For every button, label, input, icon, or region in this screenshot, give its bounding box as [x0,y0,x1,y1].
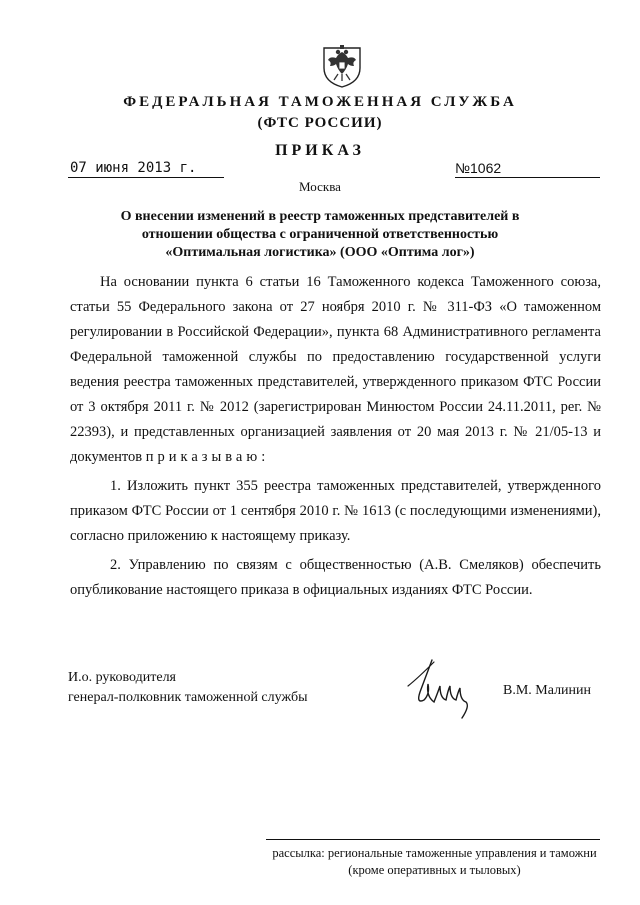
agency-name: ФЕДЕРАЛЬНАЯ ТАМОЖЕННАЯ СЛУЖБА [123,94,517,110]
order-item-1: 1. Изложить пункт 355 реестра таможенных представителей, утвержденного приказом ФТС России от 1 сентября 2010 г. № 1613 (с последующими изменениями), согласно приложению к настоящему приказу. [70,478,601,544]
distribution-line-2: (кроме оперативных и тыловых) [348,863,521,877]
subject-line-2: отношении общества с ограниченной ответственностью [141,227,499,242]
signatory-title-line-2: генерал-полковник таможенной службы [68,690,308,705]
signatory-name: В.М. Малинин [503,683,592,698]
order-city: Москва [299,179,341,194]
coat-of-arms-icon [320,40,364,88]
order-word: приказываю: [145,449,270,465]
distribution-line-1: рассылка: региональные таможенные управления и таможни [272,846,597,860]
distribution-list [262,845,607,879]
subject-line-3: «Оптимальная логистика» (ООО «Оптима лог») [165,245,475,260]
distribution-divider [266,839,600,840]
handwritten-signature [398,656,478,726]
agency-short-name: (ФТС РОССИИ) [257,115,383,131]
document-type: ПРИКАЗ [275,142,365,159]
subject-line-1: О внесении изменений в реестр таможенных представителей в [120,209,520,224]
signatory-title-line-1: И.о. руководителя [68,670,177,685]
preamble-text: На основании пункта 6 статьи 16 Таможенного кодекса Таможенного союза, статьи 55 Федерального закона от 27 ноября 2010 г. № 311-ФЗ «О таможенном регулировании в Российской Федерации», пункта 68 Административного регламента Федеральной таможенной службы по предоставлению государственной услуги ведения реестра таможенных представителей, утвержденного приказом ФТС России от 3 октября 2011 г. № 2012 (зарегистрирован Минюстом России 24.11.2011, рег. № 22393), и представленных организацией заявления от 20 мая 2013 г. № 21/05-13 и документов [70,274,601,465]
preamble-paragraph [70,270,601,470]
order-subject [90,208,550,262]
order-body [70,270,601,603]
order-number: №1062 [455,160,600,178]
order-date: 07 июня 2013 г. [68,160,224,178]
signatory-title [68,668,307,708]
order-item-2: 2. Управлению по связям с общественностью (А.В. Смеляков) обеспечить опубликование настоящего приказа в официальных изданиях ФТС России. [70,557,601,598]
